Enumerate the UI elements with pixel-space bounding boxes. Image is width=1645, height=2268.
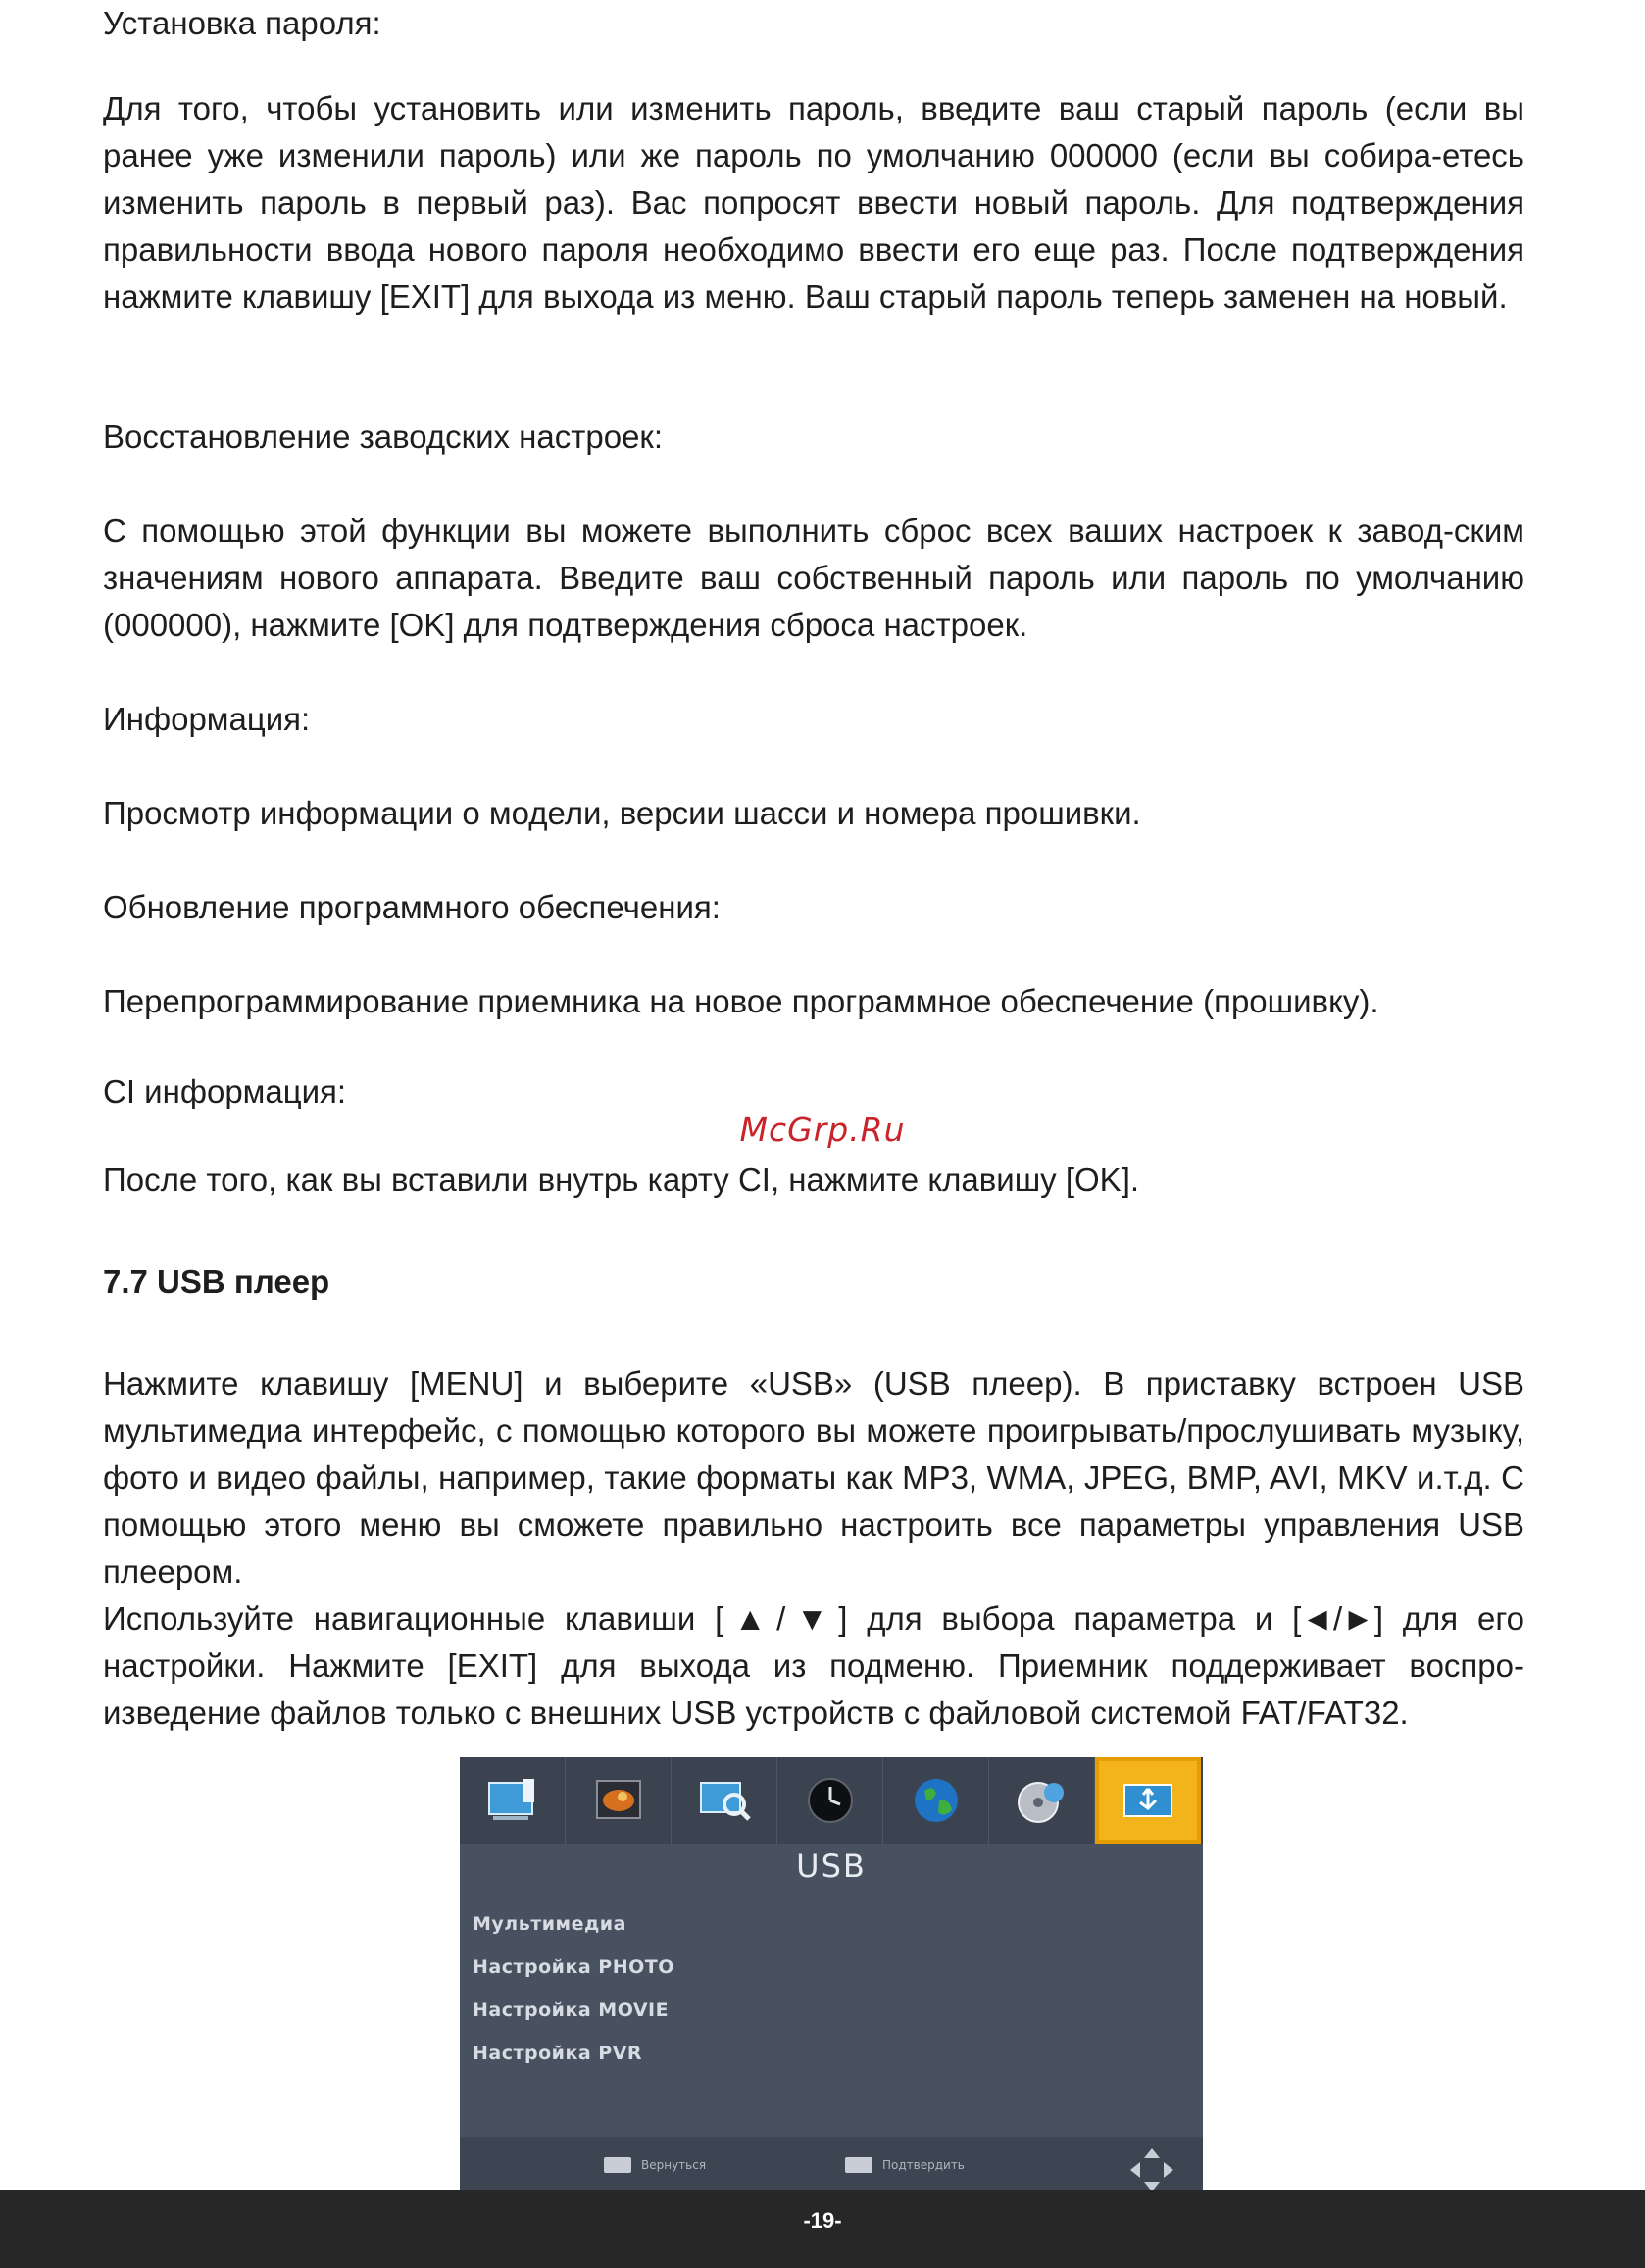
tv-menu-item-multimedia[interactable]: Мультимедиа (473, 1913, 626, 1935)
tv-menu-title: USB (796, 1848, 867, 1885)
globe-icon (883, 1757, 989, 1844)
tv-menu-icon-bar (460, 1757, 1203, 1844)
ok-key-icon (845, 2157, 872, 2173)
tv-ok-hint (845, 2157, 965, 2173)
paragraph-factory-reset: С помощью этой функции вы можете выполнить сброс всех ваших настроек к завод-ским значениям нового аппарата. Введите ваш собственный пароль или пароль по умолчанию (000000), нажмите [OK] для подтверждения сброса настроек. (103, 513, 1524, 643)
tv-menu-screenshot (460, 1757, 1203, 2190)
heading-usb-player: 7.7 USB плеер (103, 1263, 330, 1300)
navigation-arrows-icon (1126, 2145, 1177, 2190)
paragraph-usb-intro: Нажмите клавишу [MENU] и выберите «USB» (USB плеер). В приставку встроен USB мультимедиа интерфейс, с помощью которого вы можете проигрывать/прослушивать музыку, фото и видео файлы, например, такие форматы как MP3, WMA, JPEG, BMP, AVI, MKV и.т.д. С помощью этого меню вы сможете правильно настроить все параметры управления USB плеером. (103, 1365, 1524, 1590)
section-title-ci-info: CI информация: (103, 1073, 347, 1109)
page-number: -19- (803, 2208, 842, 2233)
tv-back-label: Вернуться (641, 2158, 707, 2172)
paragraph-usb-navigation: Используйте навигационные клавиши [▲/▼] для выбора параметра и [◄/►] для его настройки. Нажмите [EXIT] для выхода из подменю. Приемник поддерживает воспро-изведение файлов только с внешних USB устройств с файловой системой FAT/FAT32. (103, 1601, 1524, 1731)
paragraph-software-update: Перепрограммирование приемника на новое программное обеспечение (прошивку). (103, 983, 1379, 1019)
paragraph-password: Для того, чтобы установить или изменить пароль, введите ваш старый пароль (если вы ранее уже изменили пароль) или же пароль по умолчанию 000000 (если вы собира-етесь изменить пароль в первый раз). Вас попросят ввести новый пароль. Для подтверждения правильности ввода нового пароля необходимо ввести его еще раз. После подтверждения нажмите клавишу [EXIT] для выхода из меню. Ваш старый пароль теперь заменен на новый. (103, 90, 1524, 315)
section-title-factory-reset: Восстановление заводских настроек: (103, 419, 664, 455)
usb-folder-icon (1095, 1757, 1201, 1844)
watermark: McGrp.Ru (739, 1110, 906, 1149)
tv-menu-item-pvr-settings[interactable]: Настройка PVR (473, 2043, 643, 2064)
clock-icon (777, 1757, 883, 1844)
page-footer (0, 2190, 1645, 2268)
tv-menu-item-movie-settings[interactable]: Настройка MOVIE (473, 1999, 670, 2021)
tv-menu-list (473, 1902, 674, 2075)
section-title-software-update: Обновление программного обеспечения: (103, 889, 721, 925)
tv-back-hint (604, 2157, 706, 2173)
tv-menu-item-photo-settings[interactable]: Настройка PHOTO (473, 1956, 674, 1978)
picture-icon (566, 1757, 672, 1844)
tv-menu-footer (460, 2137, 1203, 2190)
paragraph-ci-info: После того, как вы вставили внутрь карту CI, нажмите клавишу [OK]. (103, 1161, 1140, 1198)
section-title-password: Установка пароля: (103, 5, 381, 41)
disc-icon (989, 1757, 1095, 1844)
paragraph-info: Просмотр информации о модели, версии шасси и номера прошивки. (103, 795, 1141, 831)
menu-key-icon (604, 2157, 631, 2173)
channel-search-icon (672, 1757, 777, 1844)
tv-ok-label: Подтвердить (882, 2158, 965, 2172)
section-title-info: Информация: (103, 701, 311, 737)
tv-program-icon (460, 1757, 566, 1844)
